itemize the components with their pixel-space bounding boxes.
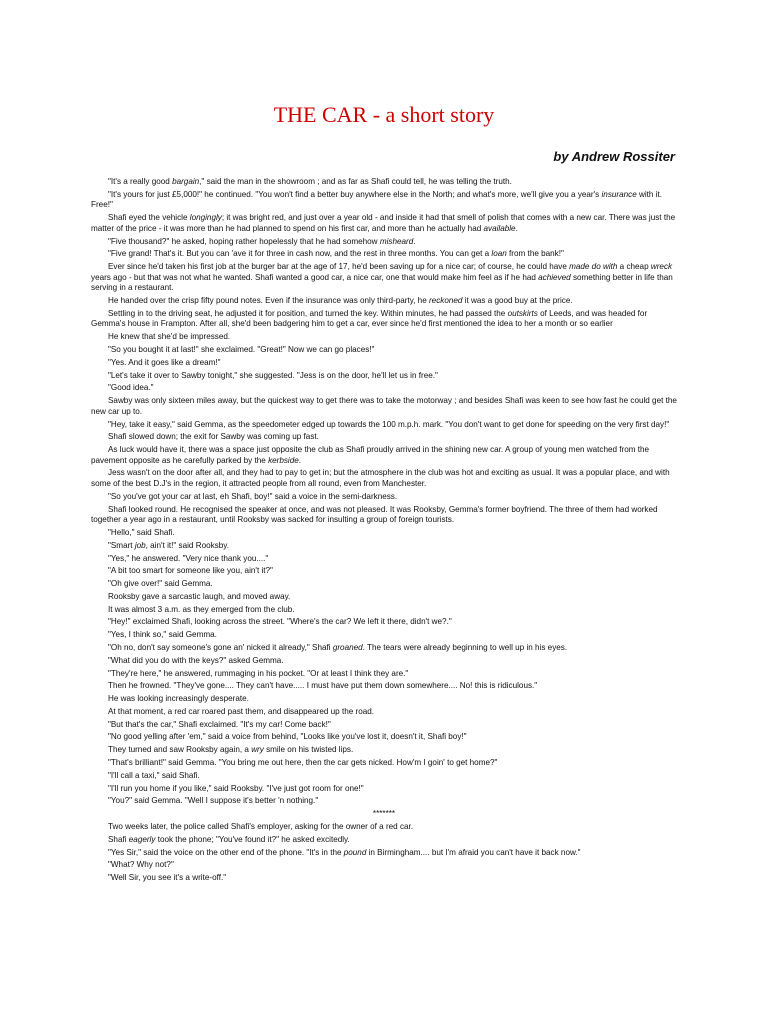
vocabulary-word: misheard — [379, 236, 414, 246]
paragraph-text: "No good yelling after 'em," said a voice from behind, "Looks like you've lost it, doesn't it, Shafi boy!" — [108, 732, 467, 742]
paragraph-text: Jess wasn't on the door after all, and they had to pay to get in; but the atmosphere in the club was hot and exciting as usual. It was a popular place, and with some of the best D.J's in the region, it attracted people from all round, even from Manchester. — [91, 468, 670, 489]
vocabulary-word: bargain — [172, 177, 200, 186]
story-paragraph — [91, 528, 677, 539]
story-paragraph — [91, 822, 677, 833]
story-paragraph — [91, 732, 677, 743]
story-paragraph — [91, 745, 677, 756]
paragraph-text: , ain't it!" said Rooksby. — [145, 540, 229, 550]
paragraph-text: "Well Sir, you see it's a write-off." — [108, 873, 227, 883]
paragraph-text: . — [413, 236, 416, 246]
vocabulary-word: wry — [251, 745, 264, 755]
story-paragraph — [91, 396, 677, 417]
vocabulary-word: loan — [491, 249, 507, 259]
paragraph-text: something better in life than serving in a restaurant. — [91, 272, 673, 293]
paragraph-text: Rooksby gave a sarcastic laugh, and moved away. — [108, 591, 291, 601]
vocabulary-word: insurance — [601, 189, 637, 199]
story-paragraph — [91, 358, 677, 369]
paragraph-text: . — [298, 455, 302, 465]
story-paragraph — [91, 566, 677, 577]
paragraph-text: It was almost 3 a.m. as they emerged from the club. — [108, 604, 295, 614]
paragraph-text: "Yes. And it goes like a dream!" — [108, 357, 221, 367]
paragraph-text: . The tears were already beginning to well up in his eyes. — [362, 643, 568, 652]
story-paragraph — [91, 630, 677, 641]
paragraph-text: "I'll run you home if you like," said Rooksby. "I've just got room for one!" — [108, 783, 364, 793]
paragraph-text: He was looking increasingly desperate. — [108, 694, 249, 704]
paragraph-text: At that moment, a red car roared past them, and disappeared up the road. — [108, 706, 375, 716]
paragraph-text: Shafi — [108, 834, 129, 844]
story-paragraph — [91, 694, 677, 705]
paragraph-text: "Yes Sir," said the voice on the other end of the phone. "It's in the — [108, 847, 344, 857]
story-paragraph — [91, 468, 677, 489]
author-byline: by Andrew Rossiter — [553, 149, 675, 164]
story-paragraph — [91, 643, 677, 654]
paragraph-text: "Oh no, don't say someone's gone an' nicked it already," Shafi — [108, 643, 333, 652]
paragraph-text: in Birmingham.... but I'm afraid you can't have it back now." — [366, 847, 581, 857]
paragraph-text: "What did you do with the keys?" asked Gemma. — [108, 655, 284, 665]
story-paragraph — [91, 541, 677, 552]
story-paragraph — [91, 213, 677, 234]
paragraph-text: Then he frowned. "They've gone.... They can't have..... I must have put them down somewhere.... No! this is ridiculous." — [108, 681, 538, 691]
story-paragraph — [91, 554, 677, 565]
story-paragraph — [91, 784, 677, 795]
section-separator: ******* — [372, 809, 396, 819]
story-paragraph — [91, 505, 677, 526]
paragraph-text: "You?" said Gemma. "Well I suppose it's better 'n nothing." — [108, 796, 319, 806]
vocabulary-word: outskirts — [507, 308, 538, 318]
story-paragraph — [91, 758, 677, 769]
story-body — [91, 177, 677, 886]
story-paragraph — [91, 681, 677, 692]
vocabulary-word: pound — [343, 847, 367, 857]
paragraph-text: "But that's the car," Shafi exclaimed. "It's my car! Come back!" — [108, 719, 331, 729]
vocabulary-word: reckoned — [428, 296, 463, 306]
paragraph-text: "Yes," he answered. "Very nice thank you...." — [108, 553, 269, 563]
story-paragraph — [91, 848, 677, 859]
paragraph-text: "So you bought it at last!" she exclaimed. "Great!" Now we can go places!" — [108, 345, 375, 354]
paragraph-text: ; it was bright red, and just over a year old - and inside it had that smell of polish that comes with a new car. There was just the matter of the price - it was more than he had planned to spend on his first car, and more than he actually had — [91, 213, 676, 233]
paragraph-text: Ever since he'd taken his first job at the burger bar at the age of 17, he'd been saving up for a nice car; of course, he could have — [108, 262, 570, 272]
paragraph-text: a cheap — [617, 262, 651, 272]
paragraph-text: "It's yours for just £5,000!" he continued. "You won't find a better buy anywhere else in the North; and what's more, we'll give you a year's — [108, 189, 602, 199]
paragraph-text: took the phone; "You've found it?" he asked excitedly. — [155, 834, 350, 844]
vocabulary-word: made do with — [569, 262, 618, 272]
paragraph-text: "So you've got your car at last, eh Shafi, boy!" said a voice in the semi-darkness. — [108, 491, 398, 501]
story-paragraph — [91, 309, 677, 330]
paragraph-text: Sawby was only sixteen miles away, but the quickest way to get there was to take the motorway ; and besides Shafi was keen to see how fast he could get the new car up to. — [91, 396, 677, 416]
paragraph-text: from the bank!" — [506, 249, 564, 259]
paragraph-text: "What? Why not?" — [108, 860, 174, 870]
paragraph-text: He handed over the crisp fifty pound notes. Even if the insurance was only third-party, he — [108, 296, 429, 306]
paragraph-text: "They're here," he answered, rummaging in his pocket. "Or at least I think they are." — [108, 668, 409, 678]
story-paragraph — [91, 835, 677, 846]
paragraph-text: They turned and saw Rooksby again, a — [108, 745, 252, 755]
paragraph-text: Two weeks later, the police called Shafi's employer, asking for the owner of a red car. — [108, 821, 414, 831]
story-paragraph — [91, 492, 677, 503]
paragraph-text: years ago - but that was not what he wanted. Shafi wanted a good car, a nice car, one that would make him feel as if he had — [91, 272, 539, 282]
story-paragraph — [91, 605, 677, 616]
paragraph-text: "I'll call a taxi," said Shafi. — [108, 770, 200, 780]
story-paragraph — [91, 296, 677, 307]
vocabulary-word: kerbside — [268, 455, 299, 465]
story-paragraph — [91, 796, 677, 807]
vocabulary-word: wreck — [650, 262, 673, 272]
paragraph-text: "Hey, take it easy," said Gemma, as the speedometer edged up towards the 100 m.p.h. mark. "You don't want to get done for speeding on the very first day!" — [108, 419, 670, 429]
story-paragraph — [91, 237, 677, 248]
story-paragraph — [91, 445, 677, 466]
paragraph-text: He knew that she'd be impressed. — [108, 332, 231, 342]
paragraph-text: of Leeds, and was headed for Gemma's house in Frampton. After all, she'd been badgering him to get a car, ever since he'd first mentioned the idea to her a month or so earlier — [91, 308, 648, 329]
story-paragraph — [91, 432, 677, 443]
story-paragraph — [91, 669, 677, 680]
story-paragraph — [91, 332, 677, 343]
story-paragraph — [91, 617, 677, 628]
paragraph-text: "Hey!" exclaimed Shafi, looking across the street. "Where's the car? We left it there, didn't we?." — [108, 617, 452, 627]
vocabulary-word: job — [134, 540, 146, 550]
story-paragraph — [91, 262, 677, 294]
story-title: THE CAR - a short story — [273, 102, 495, 127]
paragraph-text: "Smart — [108, 540, 135, 550]
paragraph-text: "Five thousand?" he asked, hoping rather hopelessly that he had somehow — [108, 236, 380, 246]
story-paragraph — [91, 707, 677, 718]
paragraph-text: Shafi looked round. He recognised the speaker at once, and was not pleased. It was Rooksby, Gemma's former boyfriend. The three of them had worked together a year ago in a restaurant, until Rooksby was sacked for insulting a group of foreign tourists. — [91, 504, 658, 525]
story-paragraph — [91, 873, 677, 884]
story-paragraph — [91, 345, 677, 356]
story-paragraph — [91, 720, 677, 731]
vocabulary-word: groaned — [332, 643, 363, 652]
story-paragraph — [91, 579, 677, 590]
paragraph-text: "That's brilliant!" said Gemma. "You bring me out here, then the car gets nicked. How'm I goin' to get home?" — [108, 758, 498, 768]
paragraph-text: "Oh give over!" said Gemma. — [108, 579, 213, 589]
paragraph-text: As luck would have it, there was a space just opposite the club as Shafi proudly arrived in the shining new car. A group of young men watched from the pavement opposite as he carefully parked by the — [91, 445, 650, 465]
story-paragraph — [91, 383, 677, 394]
vocabulary-word: available — [483, 223, 516, 233]
story-paragraph — [91, 860, 677, 871]
paragraph-text: . — [515, 223, 518, 233]
paragraph-text: it was a good buy at the price. — [462, 296, 573, 306]
paragraph-text: smile on his twisted lips. — [263, 745, 354, 755]
story-paragraph — [91, 249, 677, 260]
vocabulary-word: eagerly — [128, 834, 156, 844]
paragraph-text: Shafi slowed down; the exit for Sawby was coming up fast. — [108, 432, 319, 442]
story-paragraph — [91, 656, 677, 667]
paragraph-text: with it. Free!" — [91, 189, 663, 210]
story-paragraph — [91, 592, 677, 603]
story-paragraph — [91, 771, 677, 782]
paragraph-text: "Hello," said Shafi. — [108, 527, 175, 537]
story-paragraph — [91, 371, 677, 382]
story-paragraph — [91, 177, 677, 188]
paragraph-text: "Yes, I think so," said Gemma. — [108, 630, 217, 640]
story-paragraph — [91, 190, 677, 211]
story-paragraph — [91, 420, 677, 431]
paragraph-text: "A bit too smart for someone like you, ain't it?" — [108, 566, 273, 576]
paragraph-text: Shafi eyed the vehicle — [108, 213, 190, 223]
paragraph-text: "Let's take it over to Sawby tonight," she suggested. "Jess is on the door, he'll let us in free." — [108, 370, 438, 380]
paragraph-text: ," said the man in the showroom ; and as far as Shafi could tell, he was telling the truth. — [199, 177, 512, 186]
vocabulary-word: achieved — [538, 272, 571, 282]
paragraph-text: "Good idea." — [108, 383, 154, 393]
paragraph-text: Settling in to the driving seat, he adjusted it for position, and turned the key. Within minutes, he had passed the — [108, 308, 508, 318]
vocabulary-word: longingly — [189, 213, 222, 223]
paragraph-text: "Five grand! That's it. But you can 'ave it for three in cash now, and the rest in three months. You can get a — [108, 249, 492, 259]
paragraph-text: "It's a really good — [108, 177, 173, 186]
